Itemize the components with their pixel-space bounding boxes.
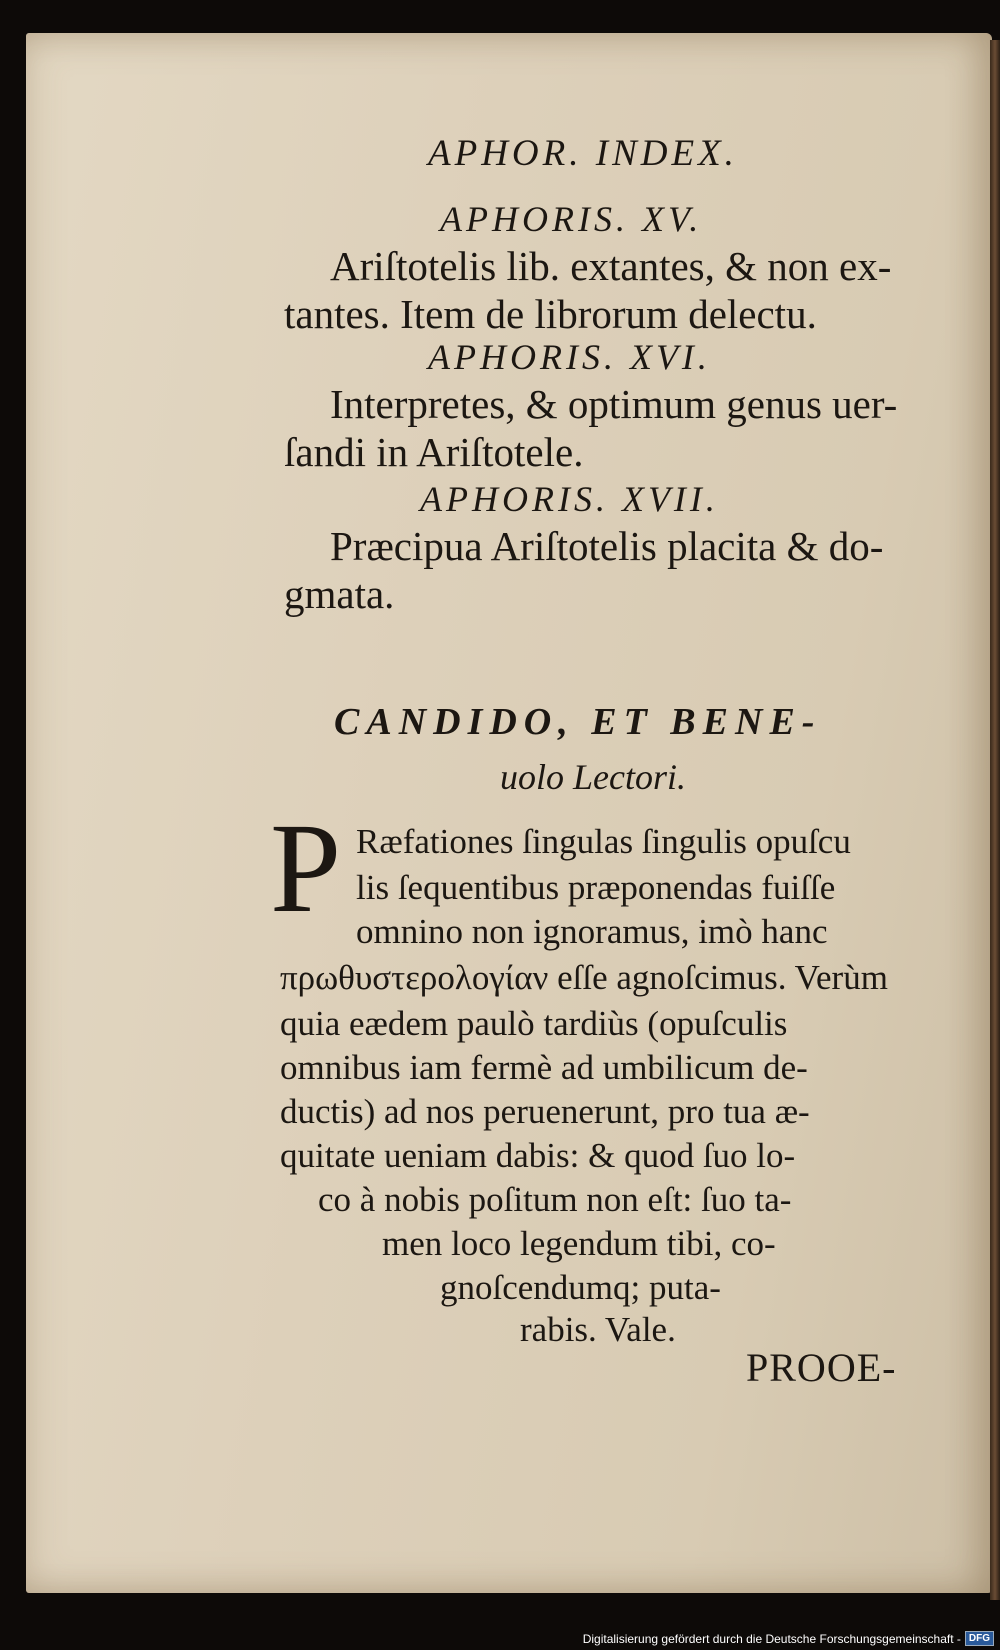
aphorism-text-line: tantes. Item de librorum delectu. xyxy=(284,291,817,337)
preface-line: men loco legendum tibi, co- xyxy=(382,1224,776,1263)
drop-cap: P xyxy=(270,797,342,939)
dfg-logo: DFG xyxy=(965,1631,994,1646)
preface-line: lis ſequentibus præponendas fuiſſe xyxy=(356,868,836,907)
preface-subtitle: uolo Lectori. xyxy=(500,757,686,797)
preface-line: gnoſcendumq; puta- xyxy=(440,1268,721,1307)
footer-text: Digitalisierung gefördert durch die Deutsche Forschungsgemeinschaft - xyxy=(582,1631,961,1646)
book-spine-edge xyxy=(990,40,1000,1600)
aphorism-heading: APHORIS. XVI. xyxy=(428,337,711,377)
aphorism-text-line: Interpretes, & optimum genus uer- xyxy=(330,381,898,427)
preface-line: quitate ueniam dabis: & quod ſuo lo- xyxy=(280,1136,796,1175)
aphorism-text-line: Ariſtotelis lib. extantes, & non ex- xyxy=(330,243,892,289)
aphorism-heading: APHORIS. XV. xyxy=(440,199,703,239)
preface-line: πρωθυστερολογίαν eſſe agnoſcimus. Verùm xyxy=(280,958,888,997)
aphorism-text-line: ſandi in Ariſtotele. xyxy=(284,429,584,475)
digitization-footer xyxy=(583,1631,994,1646)
preface-line: Ræfationes ſingulas ſingulis opuſcu xyxy=(356,822,851,861)
preface-line: co à nobis poſitum non eſt: ſuo ta- xyxy=(318,1180,792,1219)
preface-line: quia eædem paulò tardiùs (opuſculis xyxy=(280,1004,788,1043)
preface-line: rabis. Vale. xyxy=(520,1310,676,1349)
aphorism-text-line: gmata. xyxy=(284,571,395,617)
aphorism-heading: APHORIS. XVII. xyxy=(420,479,719,519)
preface-line: omnibus iam fermè ad umbilicum de- xyxy=(280,1048,808,1087)
preface-line: omnino non ignoramus, imò hanc xyxy=(356,912,828,951)
aphorism-text-line: Præcipua Ariſtotelis placita & do- xyxy=(330,523,884,569)
running-head: APHOR. INDEX. xyxy=(428,133,738,174)
preface-line: ductis) ad nos peruenerunt, pro tua æ- xyxy=(280,1092,810,1131)
catchword: PROOE- xyxy=(746,1345,897,1390)
preface-title: CANDIDO, ET BENE- xyxy=(334,701,822,743)
